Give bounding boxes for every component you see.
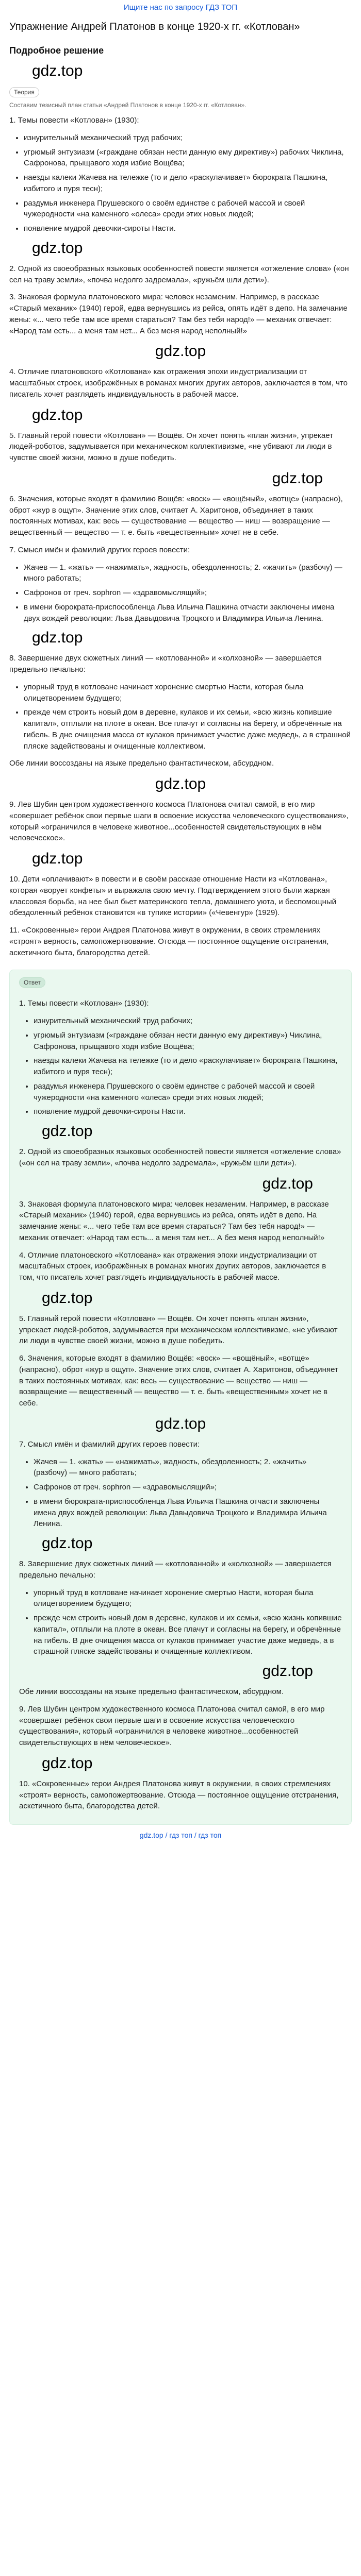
- watermark-gdz: gdz.top: [42, 1754, 93, 1772]
- list-item: • изнурительный механический труд рабочих;: [34, 1015, 342, 1027]
- watermark-gdz: gdz.top: [32, 629, 83, 647]
- paragraph: 3. Знаковая формула платоновского мира: человек незаменим. Например, в рассказе «Старый механик» (1940) герой, едва вернувшись из рейса, опять идёт в депо. На замечание жены: «... чего тебе там все время стараться? Там без тебя народ!» — механик отвечает: «Народ там есть... а меня там нет... А без меня народ неполный!»: [19, 1199, 329, 1242]
- paragraph: 8. Завершение двух сюжетных линий — «котлованной» и «колхозной» — завершается предельно печально:: [19, 1560, 332, 1580]
- watermark-gdz: gdz.top: [262, 1663, 313, 1680]
- footer-links[interactable]: gdz.top / гдз топ / гдз топ: [139, 1831, 222, 1839]
- bullet-list: [19, 1015, 342, 1117]
- list-item: • появление мудрой девочки-сироты Насти.: [34, 1106, 342, 1117]
- paragraph: 7. Смысл имён и фамилий других героев повести:: [9, 545, 190, 554]
- bullet-list: [9, 682, 352, 752]
- watermark-gdz: gdz.top: [32, 239, 83, 257]
- paragraph: 6. Значения, которые входят в фамилию Вощёв: «воск» — «вощёный», «вотще» (напрасно), оброт «жур в ощуп». Значение этих слов, считает А. Харитонов, объединяет в таких постоянных мотивах, как: весь — существование — вещество — ниш — возвращение — вещественный — вещество — т. е. быть «вещественным» хочет не в себе.: [9, 494, 343, 537]
- paragraph: 8. Завершение двух сюжетных линий — «котлованной» и «колхозной» — завершается предельно печально:: [9, 654, 322, 674]
- watermark-gdz: gdz.top: [42, 1289, 93, 1307]
- bullet-list: [19, 1587, 342, 1658]
- list-item: • упорный труд в котловане начинает хоронение смертью Насти, которая была олицетворением будущего;: [34, 1587, 342, 1610]
- paragraph: 1. Темы повести «Котлован» (1930):: [19, 999, 149, 1008]
- paragraph: 10. Дети «оплачивают» в повести и в своём рассказе отношение Насти из «Котлована», которая «ворует конфеты» и выражала свою мечту. Подтверждением этого были жаркая классовая борьба, на нее был бьет материнского тепла, домашнего уюта, и беспомощный обездоленный ребёнок становится «в тупике истории» («Чевенгур» (1929).: [9, 875, 337, 918]
- list-item: • раздумья инженера Прушевского о своём единстве с рабочей массой и своей чужеродности «на каменного «олеса» среди этих новых людей;: [24, 198, 352, 221]
- list-item: • в имени бюрократа-приспособленца Льва Ильича Пашкина отчасти заключены имена двух вождей революции: Льва Давыдовича Троцкого и Владимира Ильича Ленина.: [24, 602, 352, 624]
- theory-pill: Теория: [9, 87, 39, 97]
- paragraph: 9. Лев Шубин центром художественного космоса Платонова считал самой, в его мир «совершает ребёнок свои первые шаги в освоение искусства человеческого существования», который «ограничился в человеке животное...особенностей свидетельствующих в нём человеческое».: [9, 800, 349, 843]
- answer-block: [9, 970, 352, 1825]
- list-item: • Сафронов от греч. sophron — «здравомыслящий»;: [34, 1482, 342, 1493]
- top-banner-link[interactable]: Ищите нас по запросу ГДЗ ТОП: [123, 3, 238, 12]
- bullet-list: [9, 562, 352, 624]
- solution-points: [9, 115, 352, 958]
- answer-pill: Ответ: [19, 977, 45, 988]
- watermark-gdz-1: gdz.top: [32, 62, 83, 79]
- list-item: • в имени бюрократа-приспособленца Льва Ильича Пашкина отчасти заключены имена двух вождей революции: Льва Давыдовича Троцкого и Владимира Ильича Ленина.: [34, 1496, 342, 1530]
- paragraph: 1. Темы повести «Котлован» (1930):: [9, 116, 139, 125]
- paragraph: 5. Главный герой повести «Котлован» — Вощёв. Он хочет понять «план жизни», упрекает людей-роботов, задумывается при механическом коллективизме, «не убивают ли люди в чувстве своей жизни, можно в душе победить.: [19, 1314, 338, 1346]
- watermark-gdz: gdz.top: [155, 1415, 206, 1432]
- paragraph: 4. Отличие платоновского «Котлована» как отражения эпохи индустриализации от масштабных строек, изображённых в романах многих других авторов, заключается в том, что писатель хочет разглядеть индивидуальность в рабочей массе.: [19, 1250, 326, 1282]
- answer-points: [19, 998, 342, 1812]
- bullet-list: [19, 1456, 342, 1530]
- watermark-gdz: gdz.top: [42, 1123, 93, 1140]
- list-item: • Жачев — 1. «жать» — «нажимать», жадность, обездоленность; 2. «жачить» (разбочу) — много работать;: [34, 1456, 342, 1479]
- source-line: Составим тезисный план статьи «Андрей Платонов в конце 1920-х гг. «Котлован».: [9, 101, 247, 109]
- paragraph: 11. «Сокровенные» герои Андрея Платонова живут в окружении, в своих стремлениях «строят» верность, самопожертвование. Отсюда — постоянное ощущение отстранения, аскетичного быта, благородства детей.: [9, 926, 329, 957]
- paragraph: Обе линии воссозданы на языке предельно фантастическом, абсурдном.: [19, 1687, 284, 1696]
- section-title: Подробное решение: [9, 45, 104, 56]
- paragraph: 4. Отличие платоновского «Котлована» как отражения эпохи индустриализации от масштабных строек, изображённых в романах многих других авторов, заключается в том, что писатель хочет разглядеть индивидуальность в рабочей массе.: [9, 367, 348, 399]
- list-item: • раздумья инженера Прушевского о своём единстве с рабочей массой и своей чужеродности «на каменного «олеса» среди этих новых людей;: [34, 1081, 342, 1104]
- watermark-gdz: gdz.top: [262, 1175, 313, 1192]
- list-item: • Сафронов от греч. sophron — «здравомыслящий»;: [24, 587, 352, 599]
- watermark-gdz: gdz.top: [155, 343, 206, 360]
- list-item: • наезды калеки Жачева на тележке (то и дело «раскулачивает» бюрократа Пашкина, избитого и пуря тесн);: [34, 1055, 342, 1078]
- paragraph: Обе линии воссозданы на языке предельно фантастическом, абсурдном.: [9, 759, 274, 768]
- watermark-gdz: gdz.top: [32, 850, 83, 867]
- paragraph: 5. Главный герой повести «Котлован» — Вощёв. Он хочет понять «план жизни», упрекает людей-роботов, задумывается при механическом коллективизме, «не убивают ли люди в чувстве своей жизни, можно в душе победить.: [9, 431, 333, 462]
- list-item: • упорный труд в котловане начинает хоронение смертью Насти, которая была олицетворением будущего;: [24, 682, 352, 704]
- list-item: • наезды калеки Жачева на тележке (то и дело «раскулачивает» бюрократа Пашкина, избитого и пуря тесн);: [24, 172, 352, 195]
- paragraph: 9. Лев Шубин центром художественного космоса Платонова считал самой, в его мир «совершает ребёнок свои первые шаги в освоение искусства человеческого существования», который «ограничился в человеке животное...особенностей свидетельствующих в нём человеческое».: [19, 1704, 325, 1747]
- list-item: • изнурительный механический труд рабочих;: [24, 132, 352, 144]
- list-item: • появление мудрой девочки-сироты Насти.: [24, 223, 352, 234]
- watermark-gdz: gdz.top: [32, 406, 83, 423]
- paragraph: 10. «Сокровенные» герои Андрея Платонова живут в окружении, в своих стремлениях «строят» верность, самопожертвование. Отсюда — постоянное ощущение отстранения, аскетичного быта, благородства детей.: [19, 1779, 339, 1811]
- list-item: • Жачев — 1. «жать» — «нажимать», жадность, обездоленность; 2. «жачить» (разбочу) — много работать;: [24, 562, 352, 585]
- paragraph: 6. Значения, которые входят в фамилию Вощёв: «воск» — «вощёный», «вотще» (напрасно), оброт «жур в ощуп». Значение этих слов, считает А. Харитонов, объединяет в таких постоянных мотивах, как: весь — существование — вещество — ниш — возвращение — вещественный — вещество — т. е. быть «вещественным» хочет не в себе.: [19, 1354, 338, 1408]
- list-item: • угрюмый энтузиазм («граждане обязан нести данную ему директиву») Чиклина, Сафронова, прыщавого ходя избие Вощёва;: [34, 1030, 342, 1053]
- bullet-list: [9, 132, 352, 234]
- paragraph: 2. Одной из своеобразных языковых особенностей повести является «отжеление слова» («он сел на траву земли», «почва недолго задремала», «ружьём шли дети»).: [19, 1147, 341, 1167]
- watermark-gdz: gdz.top: [272, 469, 323, 487]
- list-item: • угрюмый энтузиазм («граждане обязан нести данную ему директиву») рабочих Чиклина, Сафронова, прыщавого ходя избие Вощёва;: [24, 147, 352, 170]
- paragraph: 2. Одной из своеобразных языковых особенностей повести является «отжеление слова» («он сел на траву земли», «почва недолго задремала», «ружьём шли дети»).: [9, 264, 349, 284]
- list-item: • прежде чем строить новый дом в деревне, кулаков и их семьи, «всю жизнь копившие капитал», отплыли на плоте в океан. Все плачут и согласны на берегу, и обречённые на гибель. В дне очищения масса от кулаков принимает участие даже медведь, а в страшной пляске задействованы и очищенные коллективом.: [34, 1613, 342, 1657]
- watermark-gdz: gdz.top: [155, 775, 206, 792]
- paragraph: 3. Знаковая формула платоновского мира: человек незаменим. Например, в рассказе «Старый механик» (1940) герой, едва вернувшись из рейса, опять идёт в депо. На замечание жены: «... чего тебе там все время стараться? Там без тебя народ!» — механик отвечает: «Народ там есть... а меня там нет... А без меня народ неполный!»: [9, 293, 348, 335]
- paragraph: 7. Смысл имён и фамилий других героев повести:: [19, 1439, 200, 1449]
- list-item: • прежде чем строить новый дом в деревне, кулаков и их семьи, «всю жизнь копившие капитал», отплыли на плоте в океан. Все плачут и согласны на берегу, и обречённые на гибель. В дне очищения масса от кулаков принимает участие даже медведь, а в страшной пляске задействованы и очищенные коллективом.: [24, 707, 352, 752]
- content: [0, 20, 361, 1839]
- watermark-gdz: gdz.top: [42, 1535, 93, 1552]
- page-title: Упражнение Андрей Платонов в конце 1920-х гг. «Котлован»: [9, 21, 300, 32]
